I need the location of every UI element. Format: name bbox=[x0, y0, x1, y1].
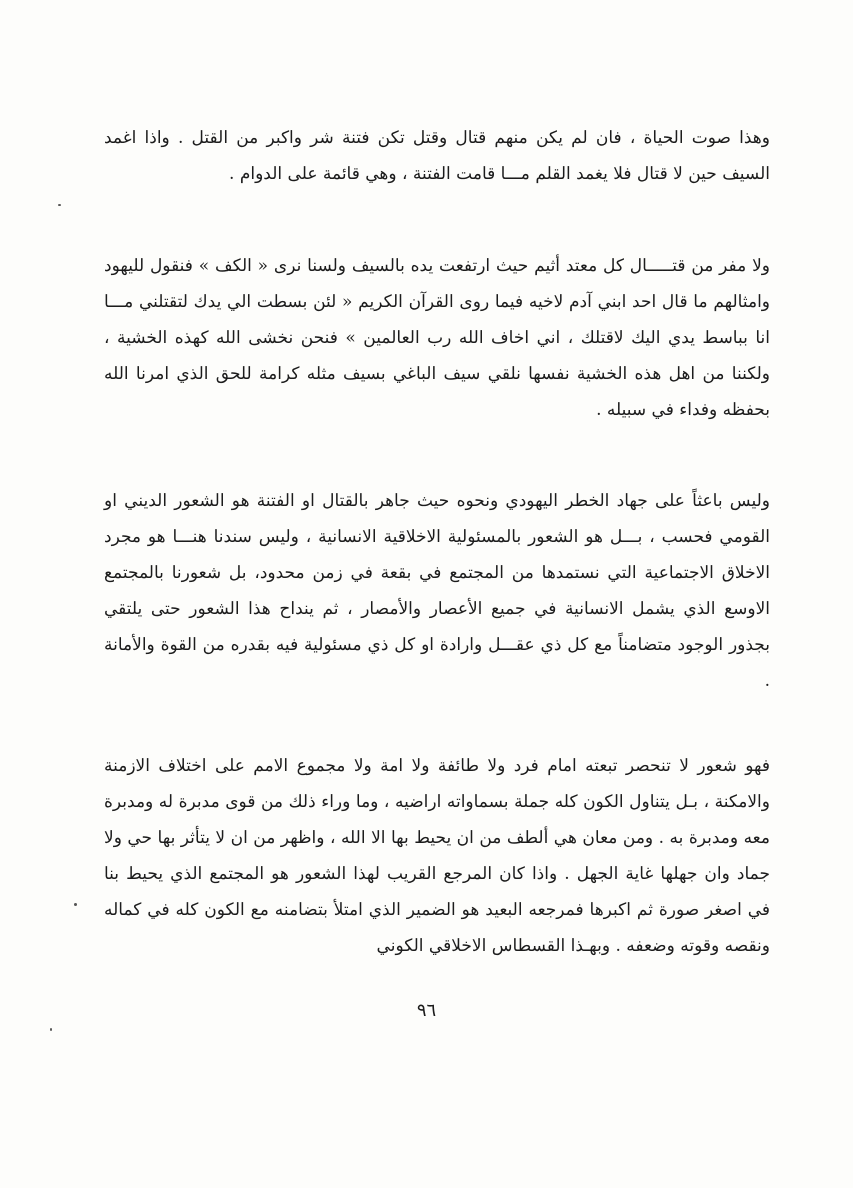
paragraph-2 bbox=[104, 248, 770, 428]
paragraph-2-text: ولا مفر من قتـــــال كل معتد أثيم حيث ارتفعت يده بالسيف ولسنا نرى « الكف » فنقول لليهود وامثالهم ما قال احد ابني آدم لاخيه فيما روى القرآن الكريم « لئن بسطت الي يدك لتقتلني مـــا انا بباسط يدي اليك لاقتلك ، اني اخاف الله رب العالمين » فنحن نخشى الله كهذه الخشية ، ولكننا من اهل هذه الخشية نفسها نلقي سيف الباغي بسيف مثله كرامة للحق الذي امرنا الله بحفظه وفداء في سبيله . bbox=[104, 256, 770, 420]
paragraph-1 bbox=[104, 120, 770, 192]
paragraph-4-text: فهو شعور لا تنحصر تبعته امام فرد ولا طائفة ولا امة ولا مجموع الامم على اختلاف الازمنة والامكنة ، بـل يتناول الكون كله جملة بسماواته اراضيه ، وما وراء ذلك من قوى مدبرة له ومدبرة معه ومدبرة به . ومن معان هي ألطف من ان يحيط بها الا الله ، واظهر من ان لا يتأثر بها حي ولا جماد وان جهلها غاية الجهل . واذا كان المرجع القريب لهذا الشعور هو المجتمع الذي يحيط بنا في اصغر صورة ثم اكبرها فمرجعه البعيد هو الضمير الذي امتلأ بتضامنه مع الكون كله في كماله ونقصه وقوته وضعفه . وبهـذا القسطاس الاخلاقي الكوني bbox=[104, 756, 770, 956]
scan-speck bbox=[74, 903, 77, 906]
scan-speck bbox=[58, 204, 61, 206]
paragraph-4 bbox=[104, 748, 770, 964]
paragraph-3-text: وليس باعثاً على جهاد الخطر اليهودي ونحوه حيث جاهر بالقتال او الفتنة هو الشعور الديني او القومي فحسب ، بـــل هو الشعور بالمسئولية الاخلاقية الانسانية ، وليس سندنا هنـــا هو مجرد الاخلاق الاجتماعية التي نستمدها من المجتمع في بقعة في زمن محدود، بل شعورنا بالمجتمع الاوسع الذي يشمل الانسانية في جميع الأعصار والأمصار ، ثم ينداح هذا الشعور حتى يلتقي بجذور الوجود متضامناً مع كل ذي عقـــل وارادة او كل ذي مسئولية فيه بقدره من القوة والأمانة . bbox=[104, 491, 770, 691]
scan-speck bbox=[50, 1028, 52, 1031]
paragraph-1-text: وهذا صوت الحياة ، فان لم يكن منهم قتال وقتل تكن فتنة شر واكبر من القتل . واذا اغمد السيف حين لا قتال فلا يغمد القلم مـــا قامت الفتنة ، وهي قائمة على الدوام . bbox=[104, 128, 770, 184]
page-number: ٩٦ bbox=[416, 1000, 437, 1021]
paragraph-3 bbox=[104, 483, 770, 699]
